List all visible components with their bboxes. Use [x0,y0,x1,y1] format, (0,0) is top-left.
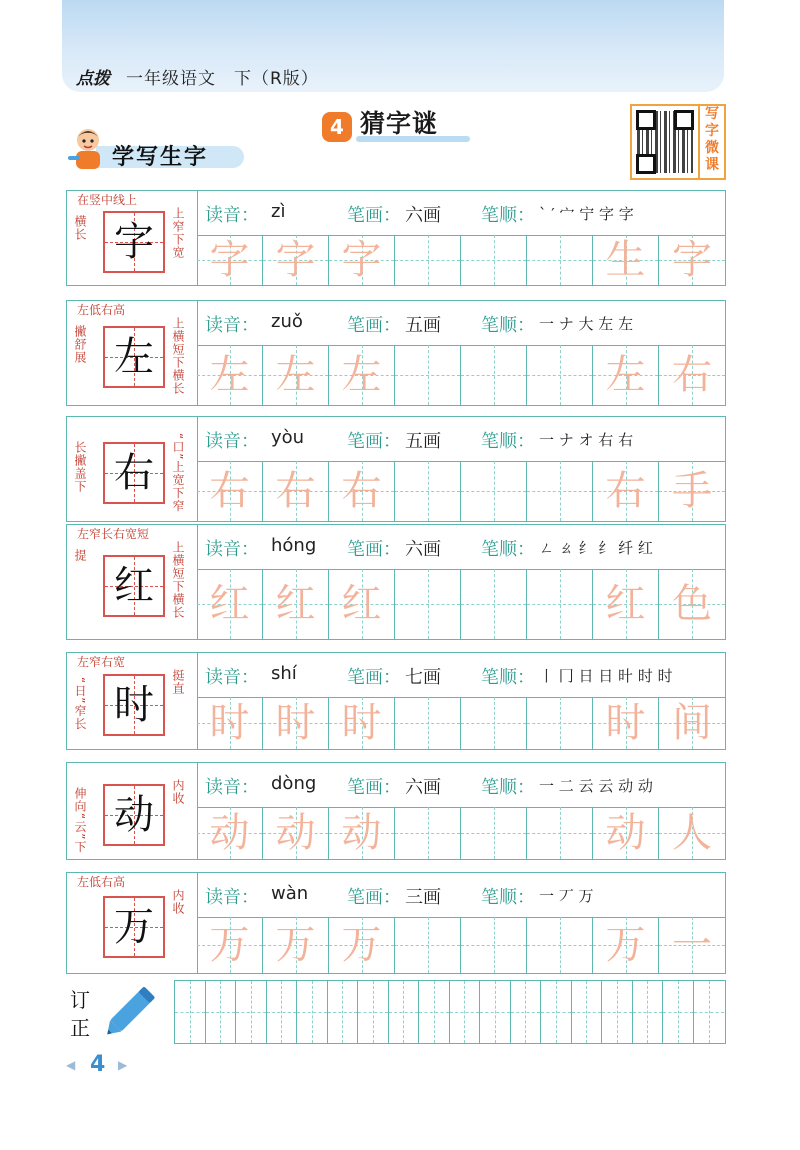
trace-char: 时 [605,700,646,746]
trace-char [527,345,592,405]
stroke-order: 一 丆 万 [539,887,594,905]
stroke-count: 六画 [405,777,441,798]
trace-char: 时 [209,700,250,746]
reading-label: 读音： [205,205,259,226]
trace-char: 动 [275,810,316,856]
writing-cell[interactable] [395,461,461,521]
writing-cell[interactable] [593,461,659,521]
correction-cell[interactable] [572,981,603,1043]
reading-label: 读音： [205,667,259,688]
writing-cell[interactable] [395,697,461,749]
trace-char: 红 [605,581,646,627]
writing-cell[interactable] [263,345,329,405]
writing-cell[interactable] [527,235,593,285]
trace-char: 字 [209,237,250,283]
trace-char: 字 [672,237,712,283]
writing-grid [197,461,725,521]
trace-char [527,697,592,749]
correction-cell[interactable] [358,981,389,1043]
trace-char: 万 [341,922,382,968]
model-char-grid [103,555,165,617]
order-label: 笔顺： [481,431,535,452]
model-char-box [67,763,198,859]
stroke-tip-top: 在竖中线上 [77,193,138,207]
writing-cell[interactable] [197,461,263,521]
char-info [197,525,725,570]
practice-row [66,300,726,406]
trace-char [527,917,592,973]
writing-cell[interactable] [659,807,725,859]
page-number: 4 [90,1052,106,1077]
trace-char: 手 [672,468,712,514]
practice-row [66,762,726,860]
trace-char: 人 [672,810,712,856]
stroke-count: 五画 [405,315,441,336]
order-label: 笔顺： [481,205,535,226]
correction-cell[interactable] [328,981,359,1043]
writing-cell[interactable] [593,345,659,405]
pinyin: zì [271,201,286,222]
model-char-grid [103,442,165,504]
order-label: 笔顺： [481,667,535,688]
prev-arrow-icon: ◀ [66,1058,76,1072]
trace-char: 右 [341,468,382,514]
trace-char: 红 [209,581,250,627]
correction-grid[interactable] [174,980,726,1044]
order-label: 笔顺： [481,315,535,336]
model-char-grid [103,784,165,846]
trace-char [461,569,526,639]
correction-cell[interactable] [236,981,267,1043]
trace-char: 万 [209,922,250,968]
writing-cell[interactable] [527,461,593,521]
correction-cell[interactable] [267,981,298,1043]
stroke-tip-left: 提 [73,549,87,562]
stroke-order: 丨 冂 日 日 旪 时 时 [539,667,673,685]
writing-cell[interactable] [197,917,263,973]
trace-char: 左 [341,352,382,398]
strokes-label: 笔画： [347,205,401,226]
char-info [197,873,725,918]
pinyin: wàn [271,883,309,904]
model-char-box [67,525,198,639]
correction-cell[interactable] [419,981,450,1043]
correction-cell[interactable] [389,981,420,1043]
pinyin: hóng [271,535,317,556]
lesson-title: 猜字谜 [360,109,439,138]
writing-cell[interactable] [527,807,593,859]
pinyin: dòng [271,773,317,794]
writing-cell[interactable] [329,345,395,405]
stroke-tip-right: 上横短下横长 [171,541,185,619]
writing-cell[interactable] [329,235,395,285]
stroke-order: 一 ナ 大 左 左 [539,315,634,333]
correction-cell[interactable] [663,981,694,1043]
writing-cell[interactable] [329,807,395,859]
correction-cell[interactable] [541,981,572,1043]
writing-cell[interactable] [659,461,725,521]
trace-char: 右 [275,468,316,514]
trace-char: 万 [275,922,316,968]
trace-char: 左 [605,352,646,398]
writing-cell[interactable] [593,697,659,749]
trace-char [461,697,526,749]
writing-cell[interactable] [461,235,527,285]
lesson-number: 4 [322,112,352,142]
qr-label: 写字微课 [700,104,726,180]
writing-cell[interactable] [461,917,527,973]
writing-cell[interactable] [395,807,461,859]
correction-cell[interactable] [602,981,633,1043]
trace-char: 红 [341,581,382,627]
model-char-box [67,301,198,405]
pinyin: yòu [271,427,305,448]
strokes-label: 笔画： [347,539,401,560]
correction-cell[interactable] [694,981,725,1043]
writing-cell[interactable] [659,235,725,285]
stroke-count: 六画 [405,539,441,560]
writing-cell[interactable] [593,569,659,639]
trace-char [395,697,460,749]
correction-cell[interactable] [297,981,328,1043]
correction-cell[interactable] [206,981,237,1043]
trace-char: 时 [275,700,316,746]
char-info [197,417,725,462]
trace-char [395,569,460,639]
model-char-grid [103,326,165,388]
stroke-order: 一 二 云 云 动 动 [539,777,653,795]
writing-grid [197,235,725,285]
writing-cell[interactable] [329,697,395,749]
stroke-tip-top: 左低右高 [77,875,126,889]
model-char-grid [103,896,165,958]
stroke-tip-left: “日”窄长 [73,677,87,731]
writing-cell[interactable] [527,345,593,405]
order-label: 笔顺： [481,777,535,798]
model-char: 红 [114,563,154,609]
writing-cell[interactable] [263,917,329,973]
stroke-tip-right: 挺直 [171,669,185,695]
practice-row [66,190,726,286]
trace-char: 动 [341,810,382,856]
trace-char [461,345,526,405]
writing-cell[interactable] [659,345,725,405]
writing-cell[interactable] [197,345,263,405]
trace-char [395,461,460,521]
correction-cell[interactable] [511,981,542,1043]
trace-char: 动 [209,810,250,856]
pinyin: shí [271,663,297,684]
trace-char: 左 [209,352,250,398]
trace-char [461,807,526,859]
trace-char [395,917,460,973]
qr-code[interactable] [630,104,700,180]
trace-char: 万 [605,922,646,968]
writing-cell[interactable] [395,917,461,973]
trace-char [527,235,592,285]
trace-char [527,461,592,521]
strokes-label: 笔画： [347,315,401,336]
stroke-tip-top: 左窄右宽 [77,655,126,669]
writing-cell[interactable] [197,569,263,639]
stroke-order: ` ′ 宀 宁 字 字 [539,205,634,223]
writing-cell[interactable] [461,697,527,749]
strokes-label: 笔画： [347,431,401,452]
model-char-box [67,873,198,973]
char-info [197,191,725,236]
stroke-tip-left: 横长 [73,215,87,241]
trace-char: 左 [275,352,316,398]
brand-logo: 点拨 [76,69,110,89]
correction-cell[interactable] [175,981,206,1043]
stroke-tip-right: 上窄下宽 [171,207,185,259]
qr-finder [636,154,656,174]
trace-char [461,235,526,285]
trace-char [395,235,460,285]
trace-char: 时 [341,700,382,746]
writing-cell[interactable] [395,569,461,639]
writing-cell[interactable] [263,235,329,285]
writing-cell[interactable] [659,917,725,973]
writing-grid [197,697,725,749]
correction-label: 订正 [70,988,90,1040]
pinyin: zuǒ [271,311,303,332]
mascot-icon [66,126,110,172]
trace-char [461,461,526,521]
writing-grid [197,917,725,973]
strokes-label: 笔画： [347,777,401,798]
stroke-order: ㄥ ㄠ 纟 纟 纤 红 [539,539,653,557]
writing-cell[interactable] [593,235,659,285]
char-info [197,653,725,698]
stroke-count: 七画 [405,667,441,688]
writing-cell[interactable] [461,461,527,521]
stroke-tip-right: 上横短下横长 [171,317,185,395]
trace-char: 字 [341,237,382,283]
model-char-box [67,417,198,521]
writing-cell[interactable] [263,461,329,521]
model-char: 时 [114,682,154,728]
order-label: 笔顺： [481,539,535,560]
writing-cell[interactable] [263,807,329,859]
model-char-grid [103,674,165,736]
reading-label: 读音： [205,431,259,452]
writing-cell[interactable] [461,569,527,639]
model-char: 字 [114,219,154,265]
qr-finder [674,110,694,130]
writing-grid [197,345,725,405]
writing-cell[interactable] [593,807,659,859]
writing-cell[interactable] [395,235,461,285]
writing-cell[interactable] [329,917,395,973]
reading-label: 读音： [205,315,259,336]
trace-char [395,807,460,859]
stroke-tip-left: 长撇盖下 [73,441,87,493]
strokes-label: 笔画： [347,667,401,688]
order-label: 笔顺： [481,887,535,908]
trace-char: 一 [672,922,712,968]
writing-cell[interactable] [527,697,593,749]
stroke-tip-top: 左窄长右宽短 [77,527,150,541]
trace-char: 生 [605,237,646,283]
trace-char [527,807,592,859]
reading-label: 读音： [205,539,259,560]
model-char: 左 [114,334,154,380]
trace-char [527,569,592,639]
trace-char: 字 [275,237,316,283]
trace-char: 色 [672,581,712,627]
stroke-tip-right: 内收 [171,889,185,915]
stroke-order: 一 ナ オ 右 右 [539,431,634,449]
strokes-label: 笔画： [347,887,401,908]
writing-cell[interactable] [659,569,725,639]
stroke-tip-left: 伸向“云”下 [73,787,87,854]
practice-row [66,652,726,750]
writing-cell[interactable] [461,807,527,859]
writing-cell[interactable] [395,345,461,405]
writing-cell[interactable] [527,917,593,973]
char-info [197,763,725,808]
section-title: 学写生字 [112,145,209,170]
writing-cell[interactable] [197,697,263,749]
writing-cell[interactable] [593,917,659,973]
trace-char: 间 [672,700,712,746]
correction-cell[interactable] [480,981,511,1043]
writing-cell[interactable] [197,235,263,285]
practice-row [66,416,726,522]
correction-cell[interactable] [633,981,664,1043]
writing-cell[interactable] [263,569,329,639]
stroke-tip-right: “口”上宽下窄 [171,433,185,513]
model-char: 动 [114,792,154,838]
model-char: 右 [114,450,154,496]
trace-char [395,345,460,405]
writing-cell[interactable] [263,697,329,749]
stroke-count: 五画 [405,431,441,452]
qr-finder [636,110,656,130]
reading-label: 读音： [205,887,259,908]
pencil-icon [96,978,168,1044]
writing-grid [197,569,725,639]
stroke-tip-top: 左低右高 [77,303,126,317]
writing-grid [197,807,725,859]
char-info [197,301,725,346]
writing-cell[interactable] [329,569,395,639]
book-title: 一年级语文 下（R版） [126,69,319,89]
trace-char: 右 [672,352,712,398]
model-char-box [67,653,198,749]
writing-cell[interactable] [329,461,395,521]
trace-char: 动 [605,810,646,856]
stroke-count: 六画 [405,205,441,226]
trace-char: 右 [209,468,250,514]
correction-cell[interactable] [450,981,481,1043]
model-char-grid [103,211,165,273]
writing-cell[interactable] [527,569,593,639]
practice-row [66,872,726,974]
writing-cell[interactable] [197,807,263,859]
stroke-tip-right: 内收 [171,779,185,805]
next-arrow-icon: ▶ [118,1058,128,1072]
writing-cell[interactable] [461,345,527,405]
model-char-box [67,191,198,285]
trace-char: 右 [605,468,646,514]
trace-char: 红 [275,581,316,627]
trace-char [461,917,526,973]
writing-cell[interactable] [659,697,725,749]
model-char: 万 [114,904,154,950]
stroke-count: 三画 [405,887,441,908]
stroke-tip-left: 撇舒展 [73,325,87,364]
practice-row [66,524,726,640]
reading-label: 读音： [205,777,259,798]
